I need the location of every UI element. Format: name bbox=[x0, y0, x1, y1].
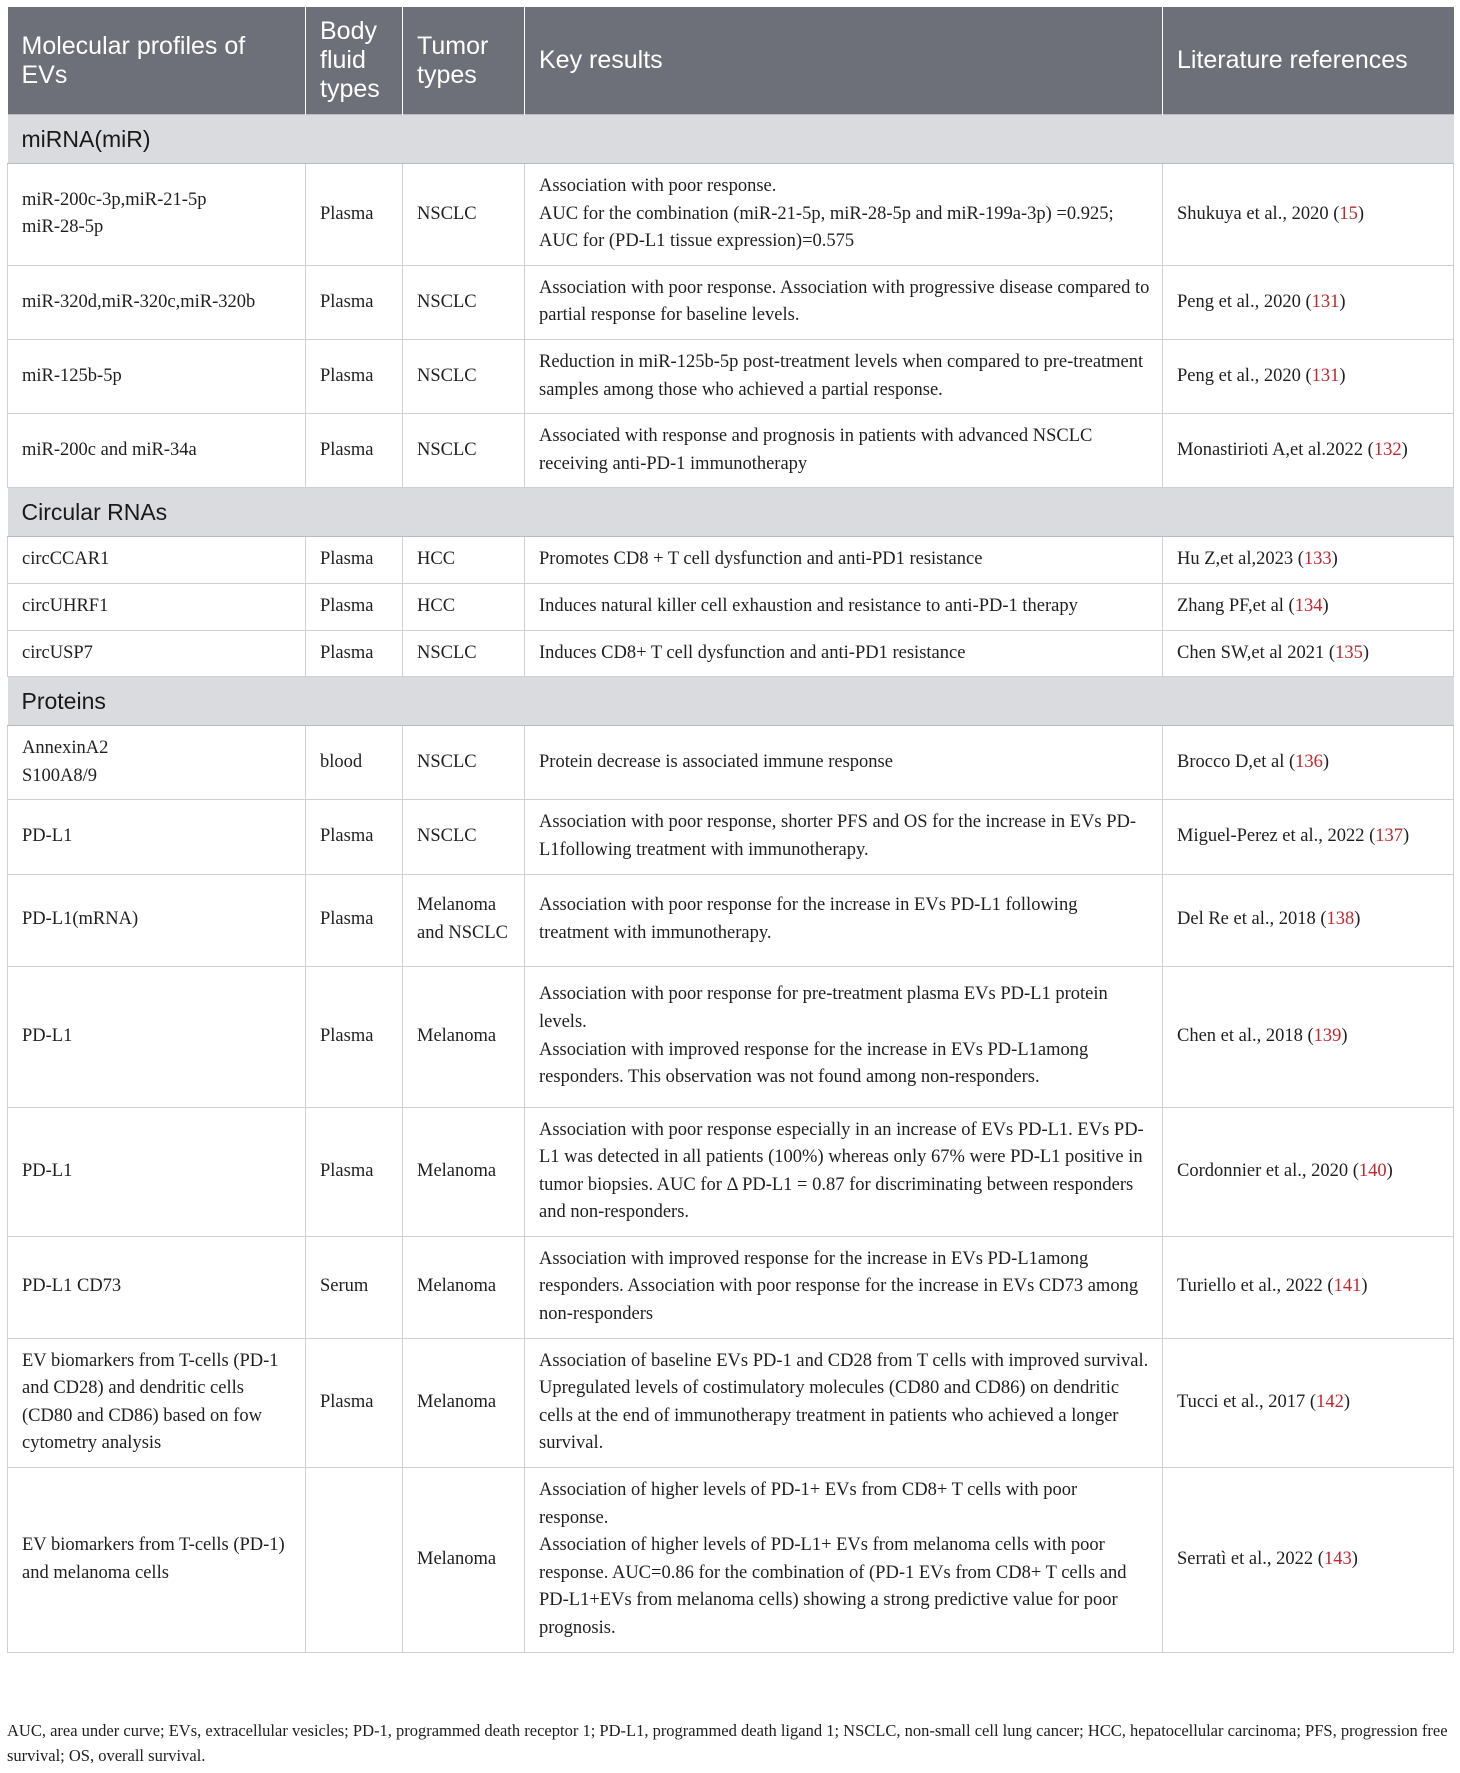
cell-body-fluid bbox=[306, 414, 403, 488]
table-row bbox=[8, 966, 1454, 1107]
table-container bbox=[7, 7, 1453, 1653]
reference-close-paren: ) bbox=[1357, 203, 1365, 224]
cell-molecular-profile bbox=[8, 1107, 306, 1236]
cell-literature-reference bbox=[1163, 874, 1454, 966]
reference-author: Chen et al., 2018 ( bbox=[1177, 1025, 1314, 1046]
cell-key-results-text: Association with poor response. AUC for the combination (miR-21-5p, miR-28-5p and miR-199a-3p) =0.925; AUC for (PD-L1 tissue expression)=0.575 bbox=[539, 176, 1114, 252]
cell-key-results-text: Association with poor response, shorter PFS and OS for the increase in EVs PD-L1following treatment with immunotherapy. bbox=[539, 812, 1137, 860]
reference-number-link[interactable]: 139 bbox=[1313, 1025, 1342, 1046]
cell-tumor-type-text: HCC bbox=[417, 549, 456, 570]
reference-author: Zhang PF,et al ( bbox=[1177, 595, 1295, 616]
cell-molecular-profile bbox=[8, 164, 306, 266]
reference-number-link[interactable]: 142 bbox=[1316, 1392, 1344, 1413]
reference-number-link[interactable]: 141 bbox=[1333, 1276, 1362, 1297]
reference-author: Brocco D,et al ( bbox=[1177, 751, 1296, 772]
cell-literature-reference bbox=[1163, 726, 1454, 800]
cell-tumor-type bbox=[403, 414, 525, 488]
reference-close-paren: ) bbox=[1339, 291, 1346, 312]
ev-biomarker-table bbox=[7, 7, 1454, 1653]
cell-tumor-type bbox=[403, 339, 525, 413]
reference-close-paren: ) bbox=[1401, 439, 1408, 460]
cell-literature-reference bbox=[1163, 583, 1454, 630]
table-row bbox=[8, 265, 1454, 339]
cell-body-fluid-text: Plasma bbox=[320, 291, 374, 312]
table-row bbox=[8, 164, 1454, 266]
reference-close-paren: ) bbox=[1403, 826, 1410, 847]
cell-literature-reference bbox=[1163, 630, 1454, 677]
reference-author: Shukuya et al., 2020 ( bbox=[1177, 203, 1340, 224]
table-row bbox=[8, 414, 1454, 488]
table-row bbox=[8, 726, 1454, 800]
cell-tumor-type bbox=[403, 966, 525, 1107]
cell-key-results bbox=[525, 1236, 1163, 1338]
reference-author: Del Re et al., 2018 ( bbox=[1177, 909, 1327, 930]
reference-author: Hu Z,et al,2023 ( bbox=[1177, 549, 1304, 570]
cell-body-fluid-text: Serum bbox=[320, 1276, 369, 1297]
cell-body-fluid-text: Plasma bbox=[320, 549, 374, 570]
section-title: Proteins bbox=[8, 677, 1454, 726]
cell-key-results-text: Association of higher levels of PD-1+ EVs from CD8+ T cells with poor response. Association of higher levels of PD-L1+ EVs from melanoma cells with poor response. AUC=0.86 for the combination of (PD-1 EVs from CD8+ T cells and PD-L1+EVs from melanoma cells) showing a strong predictive value for poor prognosis. bbox=[539, 1480, 1127, 1638]
cell-molecular-profile bbox=[8, 874, 306, 966]
cell-molecular-profile bbox=[8, 630, 306, 677]
cell-tumor-type bbox=[403, 1338, 525, 1467]
cell-key-results bbox=[525, 414, 1163, 488]
cell-body-fluid-text: Plasma bbox=[320, 642, 374, 663]
reference-close-paren: ) bbox=[1339, 365, 1346, 386]
cell-literature-reference bbox=[1163, 537, 1454, 584]
cell-tumor-type bbox=[403, 537, 525, 584]
cell-tumor-type-text: NSCLC bbox=[417, 751, 477, 772]
reference-close-paren: ) bbox=[1322, 595, 1329, 616]
cell-tumor-type-text: NSCLC bbox=[417, 291, 477, 312]
reference-author: Chen SW,et al 2021 ( bbox=[1177, 642, 1336, 663]
cell-tumor-type-text: Melanoma bbox=[417, 1549, 497, 1570]
cell-molecular-profile bbox=[8, 1468, 306, 1653]
cell-key-results bbox=[525, 583, 1163, 630]
reference-close-paren: ) bbox=[1362, 642, 1370, 663]
cell-key-results bbox=[525, 630, 1163, 677]
cell-tumor-type-text: Melanoma bbox=[417, 1392, 497, 1413]
table-row bbox=[8, 1338, 1454, 1467]
section-row bbox=[8, 488, 1454, 537]
reference-number-link[interactable]: 137 bbox=[1375, 826, 1404, 847]
header-molecular-profiles: Molecular profiles of EVs bbox=[8, 7, 306, 115]
cell-key-results bbox=[525, 164, 1163, 266]
reference-number-link[interactable]: 136 bbox=[1295, 751, 1323, 772]
cell-molecular-profile-text: circCCAR1 bbox=[22, 549, 110, 570]
cell-molecular-profile-text: miR-125b-5p bbox=[22, 365, 122, 386]
cell-body-fluid bbox=[306, 537, 403, 584]
cell-molecular-profile bbox=[8, 583, 306, 630]
section-row bbox=[8, 115, 1454, 164]
cell-tumor-type-text: Melanoma and NSCLC bbox=[417, 895, 508, 943]
table-row bbox=[8, 630, 1454, 677]
reference-number-link[interactable]: 134 bbox=[1294, 595, 1323, 616]
reference-number-link[interactable]: 140 bbox=[1358, 1160, 1387, 1181]
reference-close-paren: ) bbox=[1361, 1276, 1368, 1297]
cell-body-fluid bbox=[306, 1236, 403, 1338]
reference-close-paren: ) bbox=[1341, 1025, 1348, 1046]
cell-body-fluid bbox=[306, 265, 403, 339]
cell-molecular-profile bbox=[8, 726, 306, 800]
cell-molecular-profile-text: miR-200c-3p,miR-21-5p miR-28-5p bbox=[22, 189, 207, 238]
table-row bbox=[8, 1236, 1454, 1338]
cell-molecular-profile-text: PD-L1 bbox=[22, 1025, 73, 1046]
cell-literature-reference bbox=[1163, 414, 1454, 488]
cell-literature-reference bbox=[1163, 339, 1454, 413]
cell-key-results bbox=[525, 1468, 1163, 1653]
cell-tumor-type bbox=[403, 1236, 525, 1338]
cell-key-results bbox=[525, 726, 1163, 800]
header-literature-references: Literature references bbox=[1163, 7, 1454, 115]
cell-literature-reference bbox=[1163, 1468, 1454, 1653]
header-body-fluid-types: Body fluid types bbox=[306, 7, 403, 115]
cell-key-results bbox=[525, 339, 1163, 413]
reference-number-link[interactable]: 15 bbox=[1339, 203, 1358, 224]
reference-author: Turiello et al., 2022 ( bbox=[1177, 1276, 1334, 1297]
cell-molecular-profile-text: PD-L1 bbox=[22, 1160, 73, 1181]
cell-body-fluid-text: Plasma bbox=[320, 1160, 374, 1181]
reference-number-link[interactable]: 135 bbox=[1335, 642, 1363, 663]
cell-body-fluid bbox=[306, 1107, 403, 1236]
cell-tumor-type bbox=[403, 583, 525, 630]
table-row bbox=[8, 339, 1454, 413]
cell-tumor-type bbox=[403, 726, 525, 800]
table-row bbox=[8, 800, 1454, 874]
reference-author: Miguel-Perez et al., 2022 ( bbox=[1177, 826, 1376, 847]
cell-tumor-type bbox=[403, 874, 525, 966]
cell-body-fluid bbox=[306, 726, 403, 800]
header-row bbox=[8, 7, 1454, 115]
table-row bbox=[8, 1107, 1454, 1236]
cell-literature-reference bbox=[1163, 164, 1454, 266]
cell-key-results-text: Association with improved response for the increase in EVs PD-L1among responders. Association with poor response for the increase in EVs CD73 among non-responders bbox=[539, 1248, 1139, 1325]
cell-tumor-type bbox=[403, 1468, 525, 1653]
cell-body-fluid bbox=[306, 800, 403, 874]
cell-tumor-type bbox=[403, 630, 525, 677]
cell-key-results-text: Reduction in miR-125b-5p post-treatment levels when compared to pre-treatment samples among those who achieved a partial response. bbox=[539, 351, 1144, 400]
table-row bbox=[8, 537, 1454, 584]
cell-body-fluid-text: Plasma bbox=[320, 595, 374, 616]
table-row bbox=[8, 1468, 1454, 1653]
cell-body-fluid-text: blood bbox=[320, 751, 363, 772]
cell-key-results-text: Association with poor response for the increase in EVs PD-L1 following treatment with immunotherapy. bbox=[539, 895, 1078, 943]
reference-author: Peng et al., 2020 ( bbox=[1177, 291, 1312, 312]
cell-molecular-profile-text: PD-L1 CD73 bbox=[22, 1276, 122, 1297]
table-body bbox=[8, 115, 1454, 1653]
cell-molecular-profile-text: PD-L1 bbox=[22, 826, 73, 847]
cell-tumor-type bbox=[403, 265, 525, 339]
cell-literature-reference bbox=[1163, 1338, 1454, 1467]
cell-molecular-profile bbox=[8, 1236, 306, 1338]
reference-number-link[interactable]: 138 bbox=[1326, 909, 1355, 930]
cell-molecular-profile-text: EV biomarkers from T-cells (PD-1 and CD28) and dendritic cells (CD80 and CD86) based on fow cytometry analysis bbox=[22, 1350, 279, 1454]
cell-key-results-text: Association with poor response for pre-treatment plasma EVs PD-L1 protein levels. Association with improved response for the increase in EVs PD-L1among responders. This observation was not found among non-responders. bbox=[539, 984, 1108, 1088]
cell-key-results-text: Association of baseline EVs PD-1 and CD28 from T cells with improved survival. Upregulated levels of costimulatory molecules (CD80 and CD86) on dendritic cells at the end of immunotherapy treatment in patients who achieved a longer survival. bbox=[539, 1350, 1149, 1454]
cell-literature-reference bbox=[1163, 966, 1454, 1107]
cell-literature-reference bbox=[1163, 1107, 1454, 1236]
cell-tumor-type-text: Melanoma bbox=[417, 1160, 497, 1181]
cell-body-fluid bbox=[306, 583, 403, 630]
cell-body-fluid bbox=[306, 1338, 403, 1467]
table-header bbox=[8, 7, 1454, 115]
cell-literature-reference bbox=[1163, 265, 1454, 339]
cell-key-results-text: Association with poor response. Association with progressive disease compared to partial response for baseline levels. bbox=[539, 277, 1150, 326]
cell-molecular-profile-text: circUHRF1 bbox=[22, 595, 109, 616]
cell-body-fluid-text: Plasma bbox=[320, 826, 374, 847]
cell-molecular-profile bbox=[8, 966, 306, 1107]
reference-author: Peng et al., 2020 ( bbox=[1177, 365, 1312, 386]
cell-body-fluid-text: Plasma bbox=[320, 909, 374, 930]
cell-molecular-profile-text: miR-200c and miR-34a bbox=[22, 439, 197, 460]
cell-literature-reference bbox=[1163, 800, 1454, 874]
cell-body-fluid-text: Plasma bbox=[320, 1025, 374, 1046]
header-tumor-types: Tumor types bbox=[403, 7, 525, 115]
table-footnote: AUC, area under curve; EVs, extracellular vesicles; PD-1, programmed death receptor 1; PD-L1, programmed death ligand 1; NSCLC, non-small cell lung cancer; HCC, hepatocellular carcinoma; PFS, progression free survival; OS, overall survival. bbox=[7, 1721, 1448, 1765]
cell-body-fluid-text: Plasma bbox=[320, 1392, 374, 1413]
reference-number-link[interactable]: 132 bbox=[1373, 439, 1402, 460]
cell-body-fluid bbox=[306, 966, 403, 1107]
cell-body-fluid bbox=[306, 630, 403, 677]
cell-molecular-profile bbox=[8, 414, 306, 488]
reference-number-link[interactable]: 131 bbox=[1311, 291, 1340, 312]
cell-body-fluid bbox=[306, 1468, 403, 1653]
cell-key-results-text: Protein decrease is associated immune response bbox=[539, 751, 893, 772]
reference-close-paren: ) bbox=[1331, 549, 1338, 570]
reference-number-link[interactable]: 133 bbox=[1303, 549, 1332, 570]
cell-key-results-text: Induces CD8+ T cell dysfunction and anti-PD1 resistance bbox=[539, 642, 966, 663]
cell-tumor-type bbox=[403, 164, 525, 266]
cell-molecular-profile-text: AnnexinA2 S100A8/9 bbox=[22, 738, 109, 786]
reference-close-paren: ) bbox=[1354, 909, 1361, 930]
header-key-results: Key results bbox=[525, 7, 1163, 115]
cell-molecular-profile-text: circUSP7 bbox=[22, 642, 93, 663]
reference-close-paren: ) bbox=[1351, 1549, 1358, 1570]
cell-key-results bbox=[525, 966, 1163, 1107]
cell-molecular-profile bbox=[8, 265, 306, 339]
cell-key-results-text: Promotes CD8 + T cell dysfunction and anti-PD1 resistance bbox=[539, 549, 983, 570]
cell-molecular-profile-text: PD-L1(mRNA) bbox=[22, 909, 139, 930]
cell-body-fluid-text: Plasma bbox=[320, 203, 374, 224]
cell-tumor-type-text: NSCLC bbox=[417, 826, 477, 847]
cell-tumor-type-text: NSCLC bbox=[417, 439, 477, 460]
cell-tumor-type-text: NSCLC bbox=[417, 203, 477, 224]
reference-author: Cordonnier et al., 2020 ( bbox=[1177, 1160, 1359, 1181]
cell-tumor-type bbox=[403, 800, 525, 874]
cell-molecular-profile bbox=[8, 1338, 306, 1467]
section-row bbox=[8, 677, 1454, 726]
reference-close-paren: ) bbox=[1343, 1392, 1350, 1413]
reference-number-link[interactable]: 143 bbox=[1323, 1549, 1352, 1570]
cell-molecular-profile bbox=[8, 537, 306, 584]
reference-author: Monastirioti A,et al.2022 ( bbox=[1177, 439, 1374, 460]
section-title: miRNA(miR) bbox=[8, 115, 1454, 164]
reference-close-paren: ) bbox=[1322, 751, 1330, 772]
cell-molecular-profile bbox=[8, 800, 306, 874]
cell-molecular-profile-text: EV biomarkers from T-cells (PD-1) and melanoma cells bbox=[22, 1535, 285, 1583]
cell-key-results bbox=[525, 265, 1163, 339]
cell-tumor-type-text: HCC bbox=[417, 595, 456, 616]
cell-body-fluid-text: Plasma bbox=[320, 365, 374, 386]
cell-key-results-text: Association with poor response especially in an increase of EVs PD-L1. EVs PD-L1 was detected in all patients (100%) whereas only 67% were PD-L1 positive in tumor biopsies. AUC for Δ PD-L1 = 0.87 for discriminating between responders and non-responders. bbox=[539, 1119, 1144, 1223]
cell-tumor-type-text: Melanoma bbox=[417, 1276, 497, 1297]
cell-body-fluid-text: Plasma bbox=[320, 439, 374, 460]
table-row bbox=[8, 874, 1454, 966]
table-row bbox=[8, 583, 1454, 630]
section-title: Circular RNAs bbox=[8, 488, 1454, 537]
reference-number-link[interactable]: 131 bbox=[1311, 365, 1340, 386]
reference-close-paren: ) bbox=[1386, 1160, 1393, 1181]
cell-molecular-profile bbox=[8, 339, 306, 413]
cell-key-results bbox=[525, 537, 1163, 584]
reference-author: Tucci et al., 2017 ( bbox=[1177, 1392, 1317, 1413]
cell-key-results-text: Associated with response and prognosis in patients with advanced NSCLC receiving anti-PD-1 immunotherapy bbox=[539, 426, 1093, 474]
cell-tumor-type-text: Melanoma bbox=[417, 1025, 497, 1046]
cell-key-results bbox=[525, 874, 1163, 966]
cell-tumor-type-text: NSCLC bbox=[417, 642, 477, 663]
cell-literature-reference bbox=[1163, 1236, 1454, 1338]
cell-body-fluid bbox=[306, 339, 403, 413]
cell-molecular-profile-text: miR-320d,miR-320c,miR-320b bbox=[22, 291, 256, 312]
cell-key-results bbox=[525, 800, 1163, 874]
cell-tumor-type bbox=[403, 1107, 525, 1236]
cell-key-results bbox=[525, 1107, 1163, 1236]
cell-tumor-type-text: NSCLC bbox=[417, 365, 477, 386]
reference-author: Serratì et al., 2022 ( bbox=[1177, 1549, 1324, 1570]
cell-key-results bbox=[525, 1338, 1163, 1467]
cell-body-fluid bbox=[306, 874, 403, 966]
cell-body-fluid bbox=[306, 164, 403, 266]
cell-key-results-text: Induces natural killer cell exhaustion and resistance to anti-PD-1 therapy bbox=[539, 595, 1078, 616]
